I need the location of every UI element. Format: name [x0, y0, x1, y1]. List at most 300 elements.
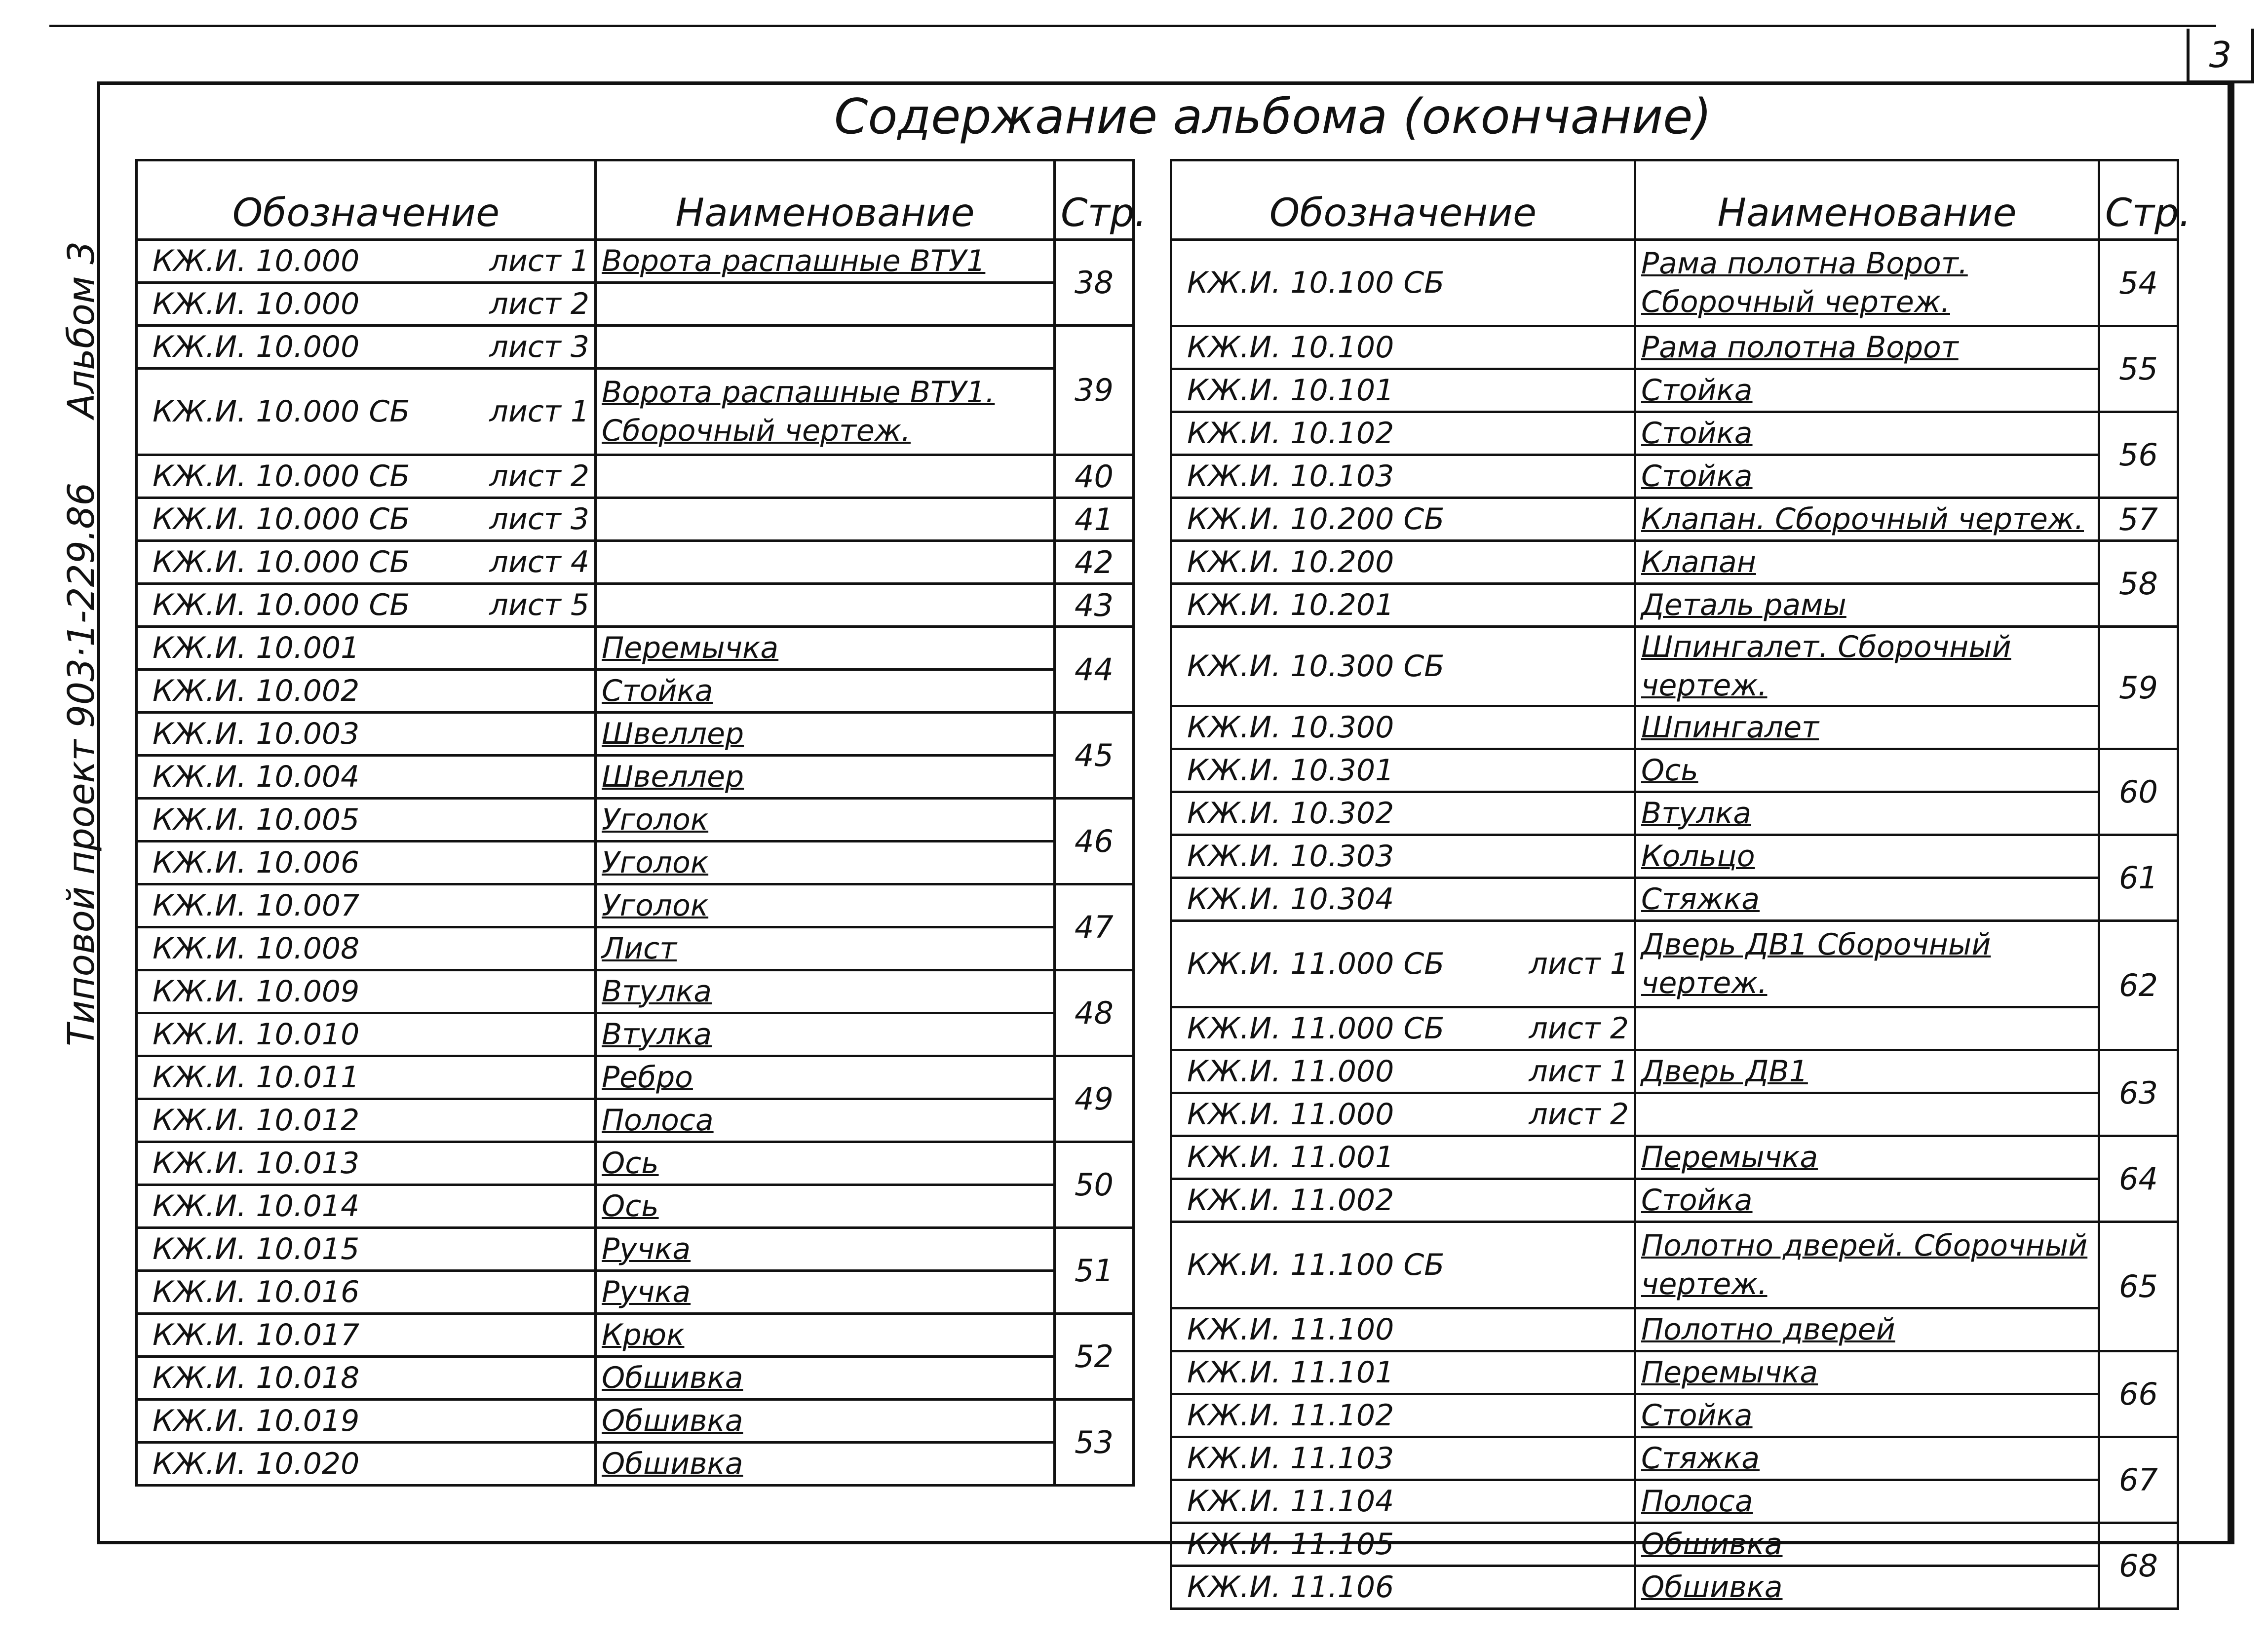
designation-code: КЖ.И. 11.101 — [1187, 1355, 1394, 1390]
table-row — [137, 1099, 1134, 1142]
table-row — [137, 240, 1134, 283]
cell-code — [137, 799, 596, 841]
sheet-label: лист 1 — [489, 244, 589, 278]
cell-name — [596, 369, 1055, 455]
cell-name — [1635, 835, 2099, 878]
designation-code: КЖ.И. 10.100 СБ — [1187, 266, 1445, 300]
designation-code: КЖ.И. 10.015 — [153, 1232, 360, 1266]
designation-code: КЖ.И. 10.100 — [1187, 330, 1394, 365]
cell-name — [1635, 1523, 2099, 1566]
sheet-label: лист 2 — [489, 459, 589, 494]
cell-code — [137, 498, 596, 541]
cell-page: 54 — [2099, 240, 2178, 326]
cell-page: 48 — [1055, 970, 1134, 1056]
cell-code — [137, 326, 596, 369]
header-name: Наименование — [596, 160, 1055, 240]
header-page: Стр. — [2099, 160, 2178, 240]
cell-page: 38 — [1055, 240, 1134, 326]
item-name: Деталь рамы — [1641, 588, 1846, 622]
cell-page: 66 — [2099, 1351, 2178, 1437]
table-row — [137, 584, 1134, 627]
sheet-label: лист 2 — [489, 287, 589, 321]
designation-code: КЖ.И. 10.200 — [1187, 545, 1394, 579]
cell-name — [1635, 1437, 2099, 1480]
cell-code — [137, 1443, 596, 1486]
table-row — [137, 670, 1134, 713]
item-name: Ось — [602, 1189, 659, 1223]
table-row — [137, 455, 1134, 498]
designation-code: КЖ.И. 10.304 — [1187, 882, 1394, 917]
table-row — [137, 1357, 1134, 1400]
table-row — [1171, 455, 2178, 498]
cell-code — [1171, 878, 1635, 921]
cell-code — [1171, 1308, 1635, 1351]
table-body-right — [1171, 240, 2178, 1609]
table-row — [1171, 835, 2178, 878]
sheet-label: лист 4 — [489, 545, 589, 579]
designation-code: КЖ.И. 11.000 СБ — [1187, 1011, 1445, 1046]
table-row — [137, 1013, 1134, 1056]
cell-page: 44 — [1055, 627, 1134, 713]
cell-name — [596, 670, 1055, 713]
item-name: Ось — [1641, 753, 1698, 788]
cell-code — [137, 1142, 596, 1185]
table-row — [1171, 1093, 2178, 1136]
cell-code — [137, 1185, 596, 1228]
side-stamp — [59, 158, 104, 1046]
cell-code — [137, 584, 596, 627]
item-name: Швеллер — [602, 760, 744, 794]
designation-code: КЖ.И. 11.106 — [1187, 1570, 1394, 1605]
cell-page: 51 — [1055, 1228, 1134, 1314]
cell-name — [1635, 1222, 2099, 1308]
cell-page: 57 — [2099, 498, 2178, 541]
table-row — [1171, 1523, 2178, 1566]
cell-name — [1635, 369, 2099, 412]
cell-name — [596, 799, 1055, 841]
side-stamp-album: Альбом 3 — [60, 241, 103, 419]
item-name: Ручка — [602, 1232, 691, 1266]
cell-name — [596, 1271, 1055, 1314]
table-row — [137, 799, 1134, 841]
cell-code — [137, 884, 596, 927]
item-name: Полоса — [1641, 1484, 1753, 1519]
cell-name — [596, 627, 1055, 670]
item-name: Перемычка — [1641, 1140, 1818, 1175]
table-row — [137, 283, 1134, 326]
item-name: Обшивка — [602, 1404, 743, 1438]
designation-code: КЖ.И. 11.100 СБ — [1187, 1248, 1445, 1282]
designation-code: КЖ.И. 10.013 — [153, 1146, 360, 1181]
table-row — [1171, 749, 2178, 792]
cell-page: 61 — [2099, 835, 2178, 921]
cell-name — [1635, 627, 2099, 706]
designation-code: КЖ.И. 10.102 — [1187, 416, 1394, 451]
designation-code: КЖ.И. 10.002 — [153, 674, 360, 708]
cell-name — [596, 1400, 1055, 1443]
designation-code: КЖ.И. 10.301 — [1187, 753, 1394, 788]
designation-code: КЖ.И. 11.000 СБ — [1187, 947, 1445, 981]
table-row — [1171, 1007, 2178, 1050]
cell-page: 56 — [2099, 412, 2178, 498]
cell-code — [1171, 627, 1635, 706]
cell-name — [1635, 541, 2099, 584]
table-row — [137, 627, 1134, 670]
designation-code: КЖ.И. 10.008 — [153, 931, 360, 966]
designation-code: КЖ.И. 10.103 — [1187, 459, 1394, 494]
designation-code: КЖ.И. 10.012 — [153, 1103, 360, 1138]
table-row — [1171, 1308, 2178, 1351]
cell-code — [1171, 498, 1635, 541]
cell-code — [1171, 1437, 1635, 1480]
designation-code: КЖ.И. 10.007 — [153, 888, 360, 923]
cell-code — [1171, 1523, 1635, 1566]
cell-name — [596, 326, 1055, 369]
designation-code: КЖ.И. 10.006 — [153, 845, 360, 880]
cell-code — [137, 240, 596, 283]
item-name: Клапан — [1641, 545, 1756, 579]
cell-page: 39 — [1055, 326, 1134, 455]
item-name: Ворота распашные ВТУ1. Сборочный чертеж. — [602, 375, 995, 448]
header-page: Стр. — [1055, 160, 1134, 240]
cell-code — [1171, 1050, 1635, 1093]
contents-table-right — [1170, 159, 2191, 1610]
table-row — [1171, 369, 2178, 412]
item-name: Стяжка — [1641, 882, 1760, 917]
cell-name — [596, 1443, 1055, 1486]
table-row — [1171, 1437, 2178, 1480]
cell-name — [1635, 878, 2099, 921]
cell-name — [596, 283, 1055, 326]
cell-page: 47 — [1055, 884, 1134, 970]
designation-code: КЖ.И. 10.014 — [153, 1189, 360, 1223]
designation-code: КЖ.И. 10.011 — [153, 1060, 360, 1095]
cell-page: 42 — [1055, 541, 1134, 584]
item-name: Втулка — [602, 1017, 712, 1052]
table-row — [1171, 1222, 2178, 1308]
item-name: Дверь ДВ1 — [1641, 1054, 1808, 1089]
table-row — [137, 970, 1134, 1013]
cell-name — [1635, 412, 2099, 455]
item-name: Полотно дверей — [1641, 1312, 1895, 1347]
designation-code: КЖ.И. 10.003 — [153, 717, 360, 751]
contents-table-left — [135, 159, 1147, 1487]
cell-page: 64 — [2099, 1136, 2178, 1222]
cell-name — [596, 970, 1055, 1013]
sheet-label: лист 2 — [1529, 1097, 1629, 1132]
table-header-row — [1171, 160, 2178, 240]
item-name: Перемычка — [602, 631, 779, 665]
cell-code — [1171, 1136, 1635, 1179]
designation-code: КЖ.И. 11.105 — [1187, 1527, 1394, 1562]
cell-name — [1635, 1093, 2099, 1136]
cell-code — [137, 1228, 596, 1271]
designation-code: КЖ.И. 10.000 СБ — [153, 588, 410, 622]
item-name: Ребро — [602, 1060, 693, 1095]
item-name: Шпингалет. Сборочный чертеж. — [1641, 630, 2011, 703]
item-name: Полоса — [602, 1103, 714, 1138]
cell-code — [1171, 749, 1635, 792]
item-name: Рама полотна Ворот — [1641, 330, 1959, 365]
cell-code — [1171, 1093, 1635, 1136]
cell-page: 41 — [1055, 498, 1134, 541]
table-row — [1171, 1351, 2178, 1394]
item-name: Стойка — [1641, 416, 1753, 451]
cell-code — [1171, 541, 1635, 584]
table-row — [1171, 584, 2178, 627]
item-name: Уголок — [602, 845, 709, 880]
table-row — [1171, 498, 2178, 541]
cell-page: 45 — [1055, 713, 1134, 799]
designation-code: КЖ.И. 10.018 — [153, 1361, 360, 1395]
cell-name — [596, 584, 1055, 627]
table-row — [1171, 627, 2178, 706]
cell-name — [596, 1314, 1055, 1357]
cell-code — [137, 455, 596, 498]
designation-code: КЖ.И. 10.300 — [1187, 710, 1394, 745]
cell-page: 53 — [1055, 1400, 1134, 1486]
item-name: Стойка — [602, 674, 713, 708]
sheet-label: лист 3 — [489, 330, 589, 364]
cell-name — [596, 927, 1055, 970]
table-row — [137, 713, 1134, 756]
table-row — [1171, 706, 2178, 749]
cell-code — [1171, 1480, 1635, 1523]
designation-code: КЖ.И. 10.016 — [153, 1275, 360, 1309]
cell-name — [1635, 1136, 2099, 1179]
designation-code: КЖ.И. 10.000 СБ — [153, 394, 410, 429]
designation-code: КЖ.И. 10.019 — [153, 1404, 360, 1438]
cell-page: 40 — [1055, 455, 1134, 498]
designation-code: КЖ.И. 11.100 — [1187, 1312, 1394, 1347]
cell-code — [1171, 455, 1635, 498]
cell-page: 67 — [2099, 1437, 2178, 1523]
cell-page: 55 — [2099, 326, 2178, 412]
designation-code: КЖ.И. 11.000 — [1187, 1097, 1394, 1132]
sheet-label: лист 2 — [1529, 1011, 1629, 1046]
cell-page: 68 — [2099, 1523, 2178, 1609]
table-row — [1171, 878, 2178, 921]
cell-code — [137, 841, 596, 884]
cell-code — [137, 1357, 596, 1400]
cell-name — [596, 1099, 1055, 1142]
designation-code: КЖ.И. 11.102 — [1187, 1398, 1394, 1433]
item-name: Стойка — [1641, 1183, 1753, 1218]
cell-name — [596, 756, 1055, 799]
cell-page: 60 — [2099, 749, 2178, 835]
cell-code — [1171, 1222, 1635, 1308]
cell-page: 62 — [2099, 921, 2178, 1050]
cell-name — [596, 455, 1055, 498]
cell-name — [1635, 1179, 2099, 1222]
cell-code — [137, 627, 596, 670]
designation-code: КЖ.И. 10.000 — [153, 330, 360, 364]
item-name: Клапан. Сборочный чертеж. — [1641, 502, 2084, 536]
cell-code — [1171, 1179, 1635, 1222]
cell-name — [596, 1056, 1055, 1099]
cell-code — [1171, 792, 1635, 835]
cell-code — [137, 1314, 596, 1357]
cell-code — [137, 369, 596, 455]
table-row — [137, 369, 1134, 455]
designation-code: КЖ.И. 10.000 — [153, 287, 360, 321]
item-name: Кольцо — [1641, 839, 1755, 874]
item-name: Втулка — [1641, 796, 1751, 831]
page-title: Содержание альбома (окончание) — [834, 89, 1712, 145]
cell-page: 65 — [2099, 1222, 2178, 1351]
designation-code: КЖ.И. 10.303 — [1187, 839, 1394, 874]
table-row — [137, 841, 1134, 884]
cell-code — [1171, 1394, 1635, 1437]
table-row — [1171, 1136, 2178, 1179]
designation-code: КЖ.И. 10.001 — [153, 631, 360, 665]
item-name: Шпингалет — [1641, 710, 1819, 745]
table-row — [137, 1400, 1134, 1443]
cell-name — [596, 884, 1055, 927]
cell-code — [137, 1013, 596, 1056]
cell-code — [137, 1056, 596, 1099]
item-name: Ось — [602, 1146, 659, 1181]
designation-code: КЖ.И. 10.004 — [153, 760, 360, 794]
table-row — [137, 1271, 1134, 1314]
sheet-label: лист 3 — [489, 502, 589, 536]
designation-code: КЖ.И. 11.000 — [1187, 1054, 1394, 1089]
table-row — [137, 541, 1134, 584]
item-name: Ручка — [602, 1275, 691, 1309]
item-name: Стойка — [1641, 459, 1753, 494]
cell-page: 59 — [2099, 627, 2178, 749]
sheet-label: лист 5 — [489, 588, 589, 622]
item-name: Стойка — [1641, 373, 1753, 408]
cell-page: 43 — [1055, 584, 1134, 627]
item-name: Уголок — [602, 803, 709, 837]
cell-name — [596, 713, 1055, 756]
header-name: Наименование — [1635, 160, 2099, 240]
header-code: Обозначение — [137, 160, 596, 240]
cell-code — [137, 670, 596, 713]
item-name: Дверь ДВ1 Сборочный чертеж. — [1641, 927, 1991, 1000]
cell-code — [137, 713, 596, 756]
table-row — [137, 927, 1134, 970]
cell-name — [1635, 1566, 2099, 1609]
table-row — [137, 1228, 1134, 1271]
page-number: 3 — [2187, 29, 2254, 83]
table-row — [1171, 412, 2178, 455]
item-name: Полотно дверей. Сборочный чертеж. — [1641, 1228, 2088, 1301]
designation-code: КЖ.И. 11.103 — [1187, 1441, 1394, 1476]
cell-name — [596, 240, 1055, 283]
table-row — [137, 1056, 1134, 1099]
cell-name — [596, 1142, 1055, 1185]
cell-name — [596, 1013, 1055, 1056]
cell-page: 63 — [2099, 1050, 2178, 1136]
designation-code: КЖ.И. 10.200 СБ — [1187, 502, 1445, 536]
top-rule — [49, 25, 2216, 27]
cell-name — [596, 541, 1055, 584]
header-code: Обозначение — [1171, 160, 1635, 240]
cell-name — [1635, 1050, 2099, 1093]
cell-code — [1171, 835, 1635, 878]
table-row — [1171, 921, 2178, 1007]
designation-code: КЖ.И. 10.000 СБ — [153, 545, 410, 579]
item-name: Лист — [602, 931, 677, 966]
cell-name — [1635, 921, 2099, 1007]
cell-code — [1171, 1351, 1635, 1394]
cell-page: 52 — [1055, 1314, 1134, 1400]
item-name: Уголок — [602, 888, 709, 923]
cell-name — [1635, 455, 2099, 498]
cell-code — [1171, 240, 1635, 326]
table-row — [137, 1443, 1134, 1486]
cell-name — [1635, 498, 2099, 541]
item-name: Рама полотна Ворот. Сборочный чертеж. — [1641, 246, 1968, 319]
sheet-label: лист 1 — [1529, 1054, 1629, 1089]
cell-name — [1635, 706, 2099, 749]
cell-name — [596, 841, 1055, 884]
cell-name — [596, 498, 1055, 541]
cell-code — [137, 927, 596, 970]
table-row — [137, 1142, 1134, 1185]
cell-name — [1635, 1480, 2099, 1523]
cell-code — [137, 1400, 596, 1443]
designation-code: КЖ.И. 10.000 СБ — [153, 459, 410, 494]
designation-code: КЖ.И. 11.001 — [1187, 1140, 1394, 1175]
table-row — [1171, 326, 2178, 369]
cell-code — [1171, 326, 1635, 369]
cell-code — [1171, 369, 1635, 412]
item-name: Обшивка — [602, 1361, 743, 1395]
cell-name — [596, 1185, 1055, 1228]
designation-code: КЖ.И. 10.005 — [153, 803, 360, 837]
cell-page: 58 — [2099, 541, 2178, 627]
designation-code: КЖ.И. 10.101 — [1187, 373, 1394, 408]
table-row — [137, 1314, 1134, 1357]
cell-name — [1635, 1007, 2099, 1050]
table-row — [1171, 240, 2178, 326]
cell-name — [1635, 792, 2099, 835]
cell-name — [596, 1357, 1055, 1400]
designation-code: КЖ.И. 10.300 СБ — [1187, 649, 1445, 684]
cell-name — [1635, 326, 2099, 369]
designation-code: КЖ.И. 10.201 — [1187, 588, 1394, 622]
item-name: Крюк — [602, 1318, 685, 1352]
designation-code: КЖ.И. 10.010 — [153, 1017, 360, 1052]
item-name: Стяжка — [1641, 1441, 1760, 1476]
item-name: Втулка — [602, 974, 712, 1009]
table-body-left — [137, 240, 1134, 1486]
cell-name — [1635, 749, 2099, 792]
table-row — [137, 1185, 1134, 1228]
item-name: Швеллер — [602, 717, 744, 751]
designation-code: КЖ.И. 10.020 — [153, 1447, 360, 1481]
cell-code — [137, 1099, 596, 1142]
item-name: Стойка — [1641, 1398, 1753, 1433]
cell-name — [1635, 1394, 2099, 1437]
sheet-label: лист 1 — [1529, 947, 1629, 981]
table-row — [137, 498, 1134, 541]
designation-code: КЖ.И. 11.104 — [1187, 1484, 1394, 1519]
sheet-label: лист 1 — [489, 394, 589, 429]
cell-page: 50 — [1055, 1142, 1134, 1228]
cell-code — [1171, 1007, 1635, 1050]
table-header-row — [137, 160, 1134, 240]
cell-page: 49 — [1055, 1056, 1134, 1142]
cell-name — [1635, 1308, 2099, 1351]
item-name: Ворота распашные ВТУ1 — [602, 244, 986, 278]
cell-code — [137, 283, 596, 326]
cell-name — [1635, 1351, 2099, 1394]
item-name: Обшивка — [1641, 1570, 1783, 1605]
